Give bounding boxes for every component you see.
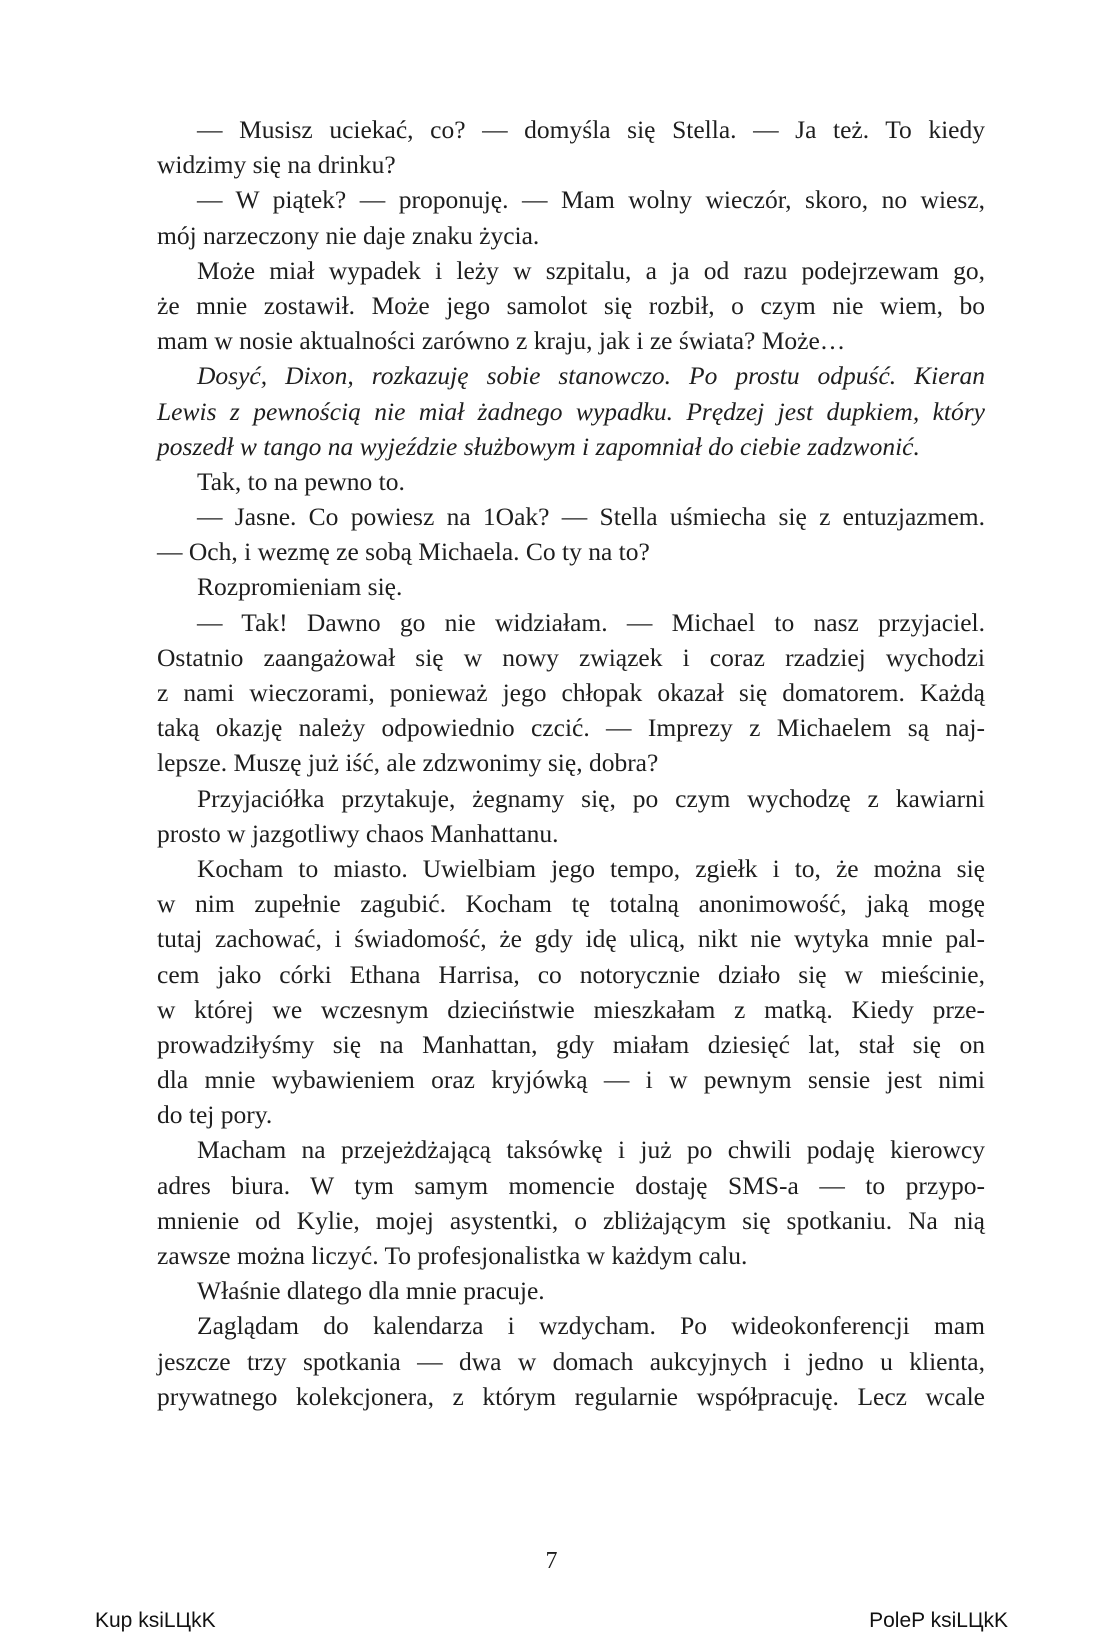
text-line: widzimy się na drinku? — [157, 150, 396, 180]
text-line: poszedł w tango na wyjeździe służbowym i zapomniał do ciebie zadzwonić. — [157, 431, 920, 461]
text-line: prosto w jazgotliwy chaos Manhattanu. — [157, 818, 559, 848]
text-line: do tej pory. — [157, 1100, 273, 1130]
text-line: prywatnego kolekcjonera, z którym regularnie współpracuję. Lecz wcale — [157, 1381, 985, 1411]
text-line: z nami wieczorami, ponieważ jego chłopak okazał się domatorem. Każdą — [157, 678, 985, 707]
text-line: taką okazję należy odpowiednio czcić. — Imprezy z Michaelem są naj- — [157, 713, 985, 743]
text-line: dla mnie wybawieniem oraz kryjówką — i w pewnym sensie jest nimi — [157, 1065, 985, 1095]
text-line: Ostatnio zaangażował się w nowy związek i coraz rzadziej wychodzi — [157, 642, 985, 672]
text-line: Właśnie dlatego dla mnie pracuje. — [197, 1276, 545, 1306]
text-line: adres biura. W tym samym momencie dostaję SMS-a — to przypo- — [157, 1170, 985, 1200]
recommend-book-link[interactable]: PoleP ksiLЦkK — [869, 1609, 1008, 1632]
text-line: Tak, to na pewno to. — [197, 466, 405, 496]
text-line: Zaglądam do kalendarza i wzdycham. Po wideokonferencji mam — [197, 1311, 985, 1341]
text-line: zawsze można liczyć. To profesjonalistka w każdym calu. — [157, 1241, 748, 1270]
text-line: w której we wczesnym dzieciństwie mieszkałam z matką. Kiedy prze- — [157, 994, 985, 1024]
page-number: 7 — [545, 1548, 558, 1574]
text-line: mam w nosie aktualności zarówno z kraju, jak i ze świata? Może… — [157, 326, 846, 356]
text-line: lepsze. Muszę już iść, ale zdzwonimy się, dobra? — [157, 748, 659, 778]
text-line: prowadziłyśmy się na Manhattan, gdy miałam dziesięć lat, stał się on — [157, 1029, 985, 1059]
text-line: w nim zupełnie zagubić. Kocham tę totalną anonimowość, jaką mogę — [157, 889, 985, 919]
text-line: — Jasne. Co powiesz na 1Oak? — Stella uśmiecha się z entuzjazmem. — [197, 502, 985, 532]
text-line: Dosyć, Dixon, rozkazuję sobie stanowczo. Po prostu odpuść. Kieran — [197, 361, 985, 391]
text-line: Kocham to miasto. Uwielbiam jego tempo, zgiełk i to, że można się — [197, 853, 985, 883]
text-line: Macham na przejeżdżającą taksówkę i już po chwili podaję kierowcy — [197, 1135, 985, 1165]
text-line: mój narzeczony nie daje znaku życia. — [157, 220, 540, 250]
text-line: cem jako córki Ethana Harrisa, co notorycznie działo się w mieścinie, — [157, 959, 985, 989]
text-line: — Musisz uciekać, co? — domyśla się Stella. — Ja też. To kiedy — [197, 115, 985, 144]
text-line: mnienie od Kylie, mojej asystentki, o zbliżającym się spotkaniu. Na nią — [157, 1205, 985, 1235]
buy-book-link[interactable]: Kup ksiLЦkK — [95, 1609, 216, 1632]
text-line: — W piątek? — proponuję. — Mam wolny wieczór, skoro, no wiesz, — [197, 185, 985, 215]
text-line: Rozpromieniam się. — [197, 572, 403, 602]
text-line: że mnie zostawił. Może jego samolot się rozbił, o czym nie wiem, bo — [157, 290, 985, 320]
text-line: Może miał wypadek i leży w szpitalu, a ja od razu podejrzewam go, — [197, 255, 985, 285]
text-line: Lewis z pewnością nie miał żadnego wypadku. Prędzej jest dupkiem, który — [157, 396, 985, 426]
text-line: tutaj zachować, i świadomość, że gdy idę ulicą, nikt nie wytyka mnie pal- — [157, 924, 985, 954]
text-line: — Tak! Dawno go nie widziałam. — Michael to nasz przyjaciel. — [197, 607, 985, 637]
text-line: — Och, i wezmę ze sobą Michaela. Co ty na to? — [157, 537, 650, 567]
text-line: jeszcze trzy spotkania — dwa w domach aukcyjnych i jedno u klienta, — [157, 1346, 985, 1376]
body-text — [157, 112, 985, 1414]
text-line: Przyjaciółka przytakuje, żegnamy się, po czym wychodzę z kawiarni — [197, 783, 985, 813]
